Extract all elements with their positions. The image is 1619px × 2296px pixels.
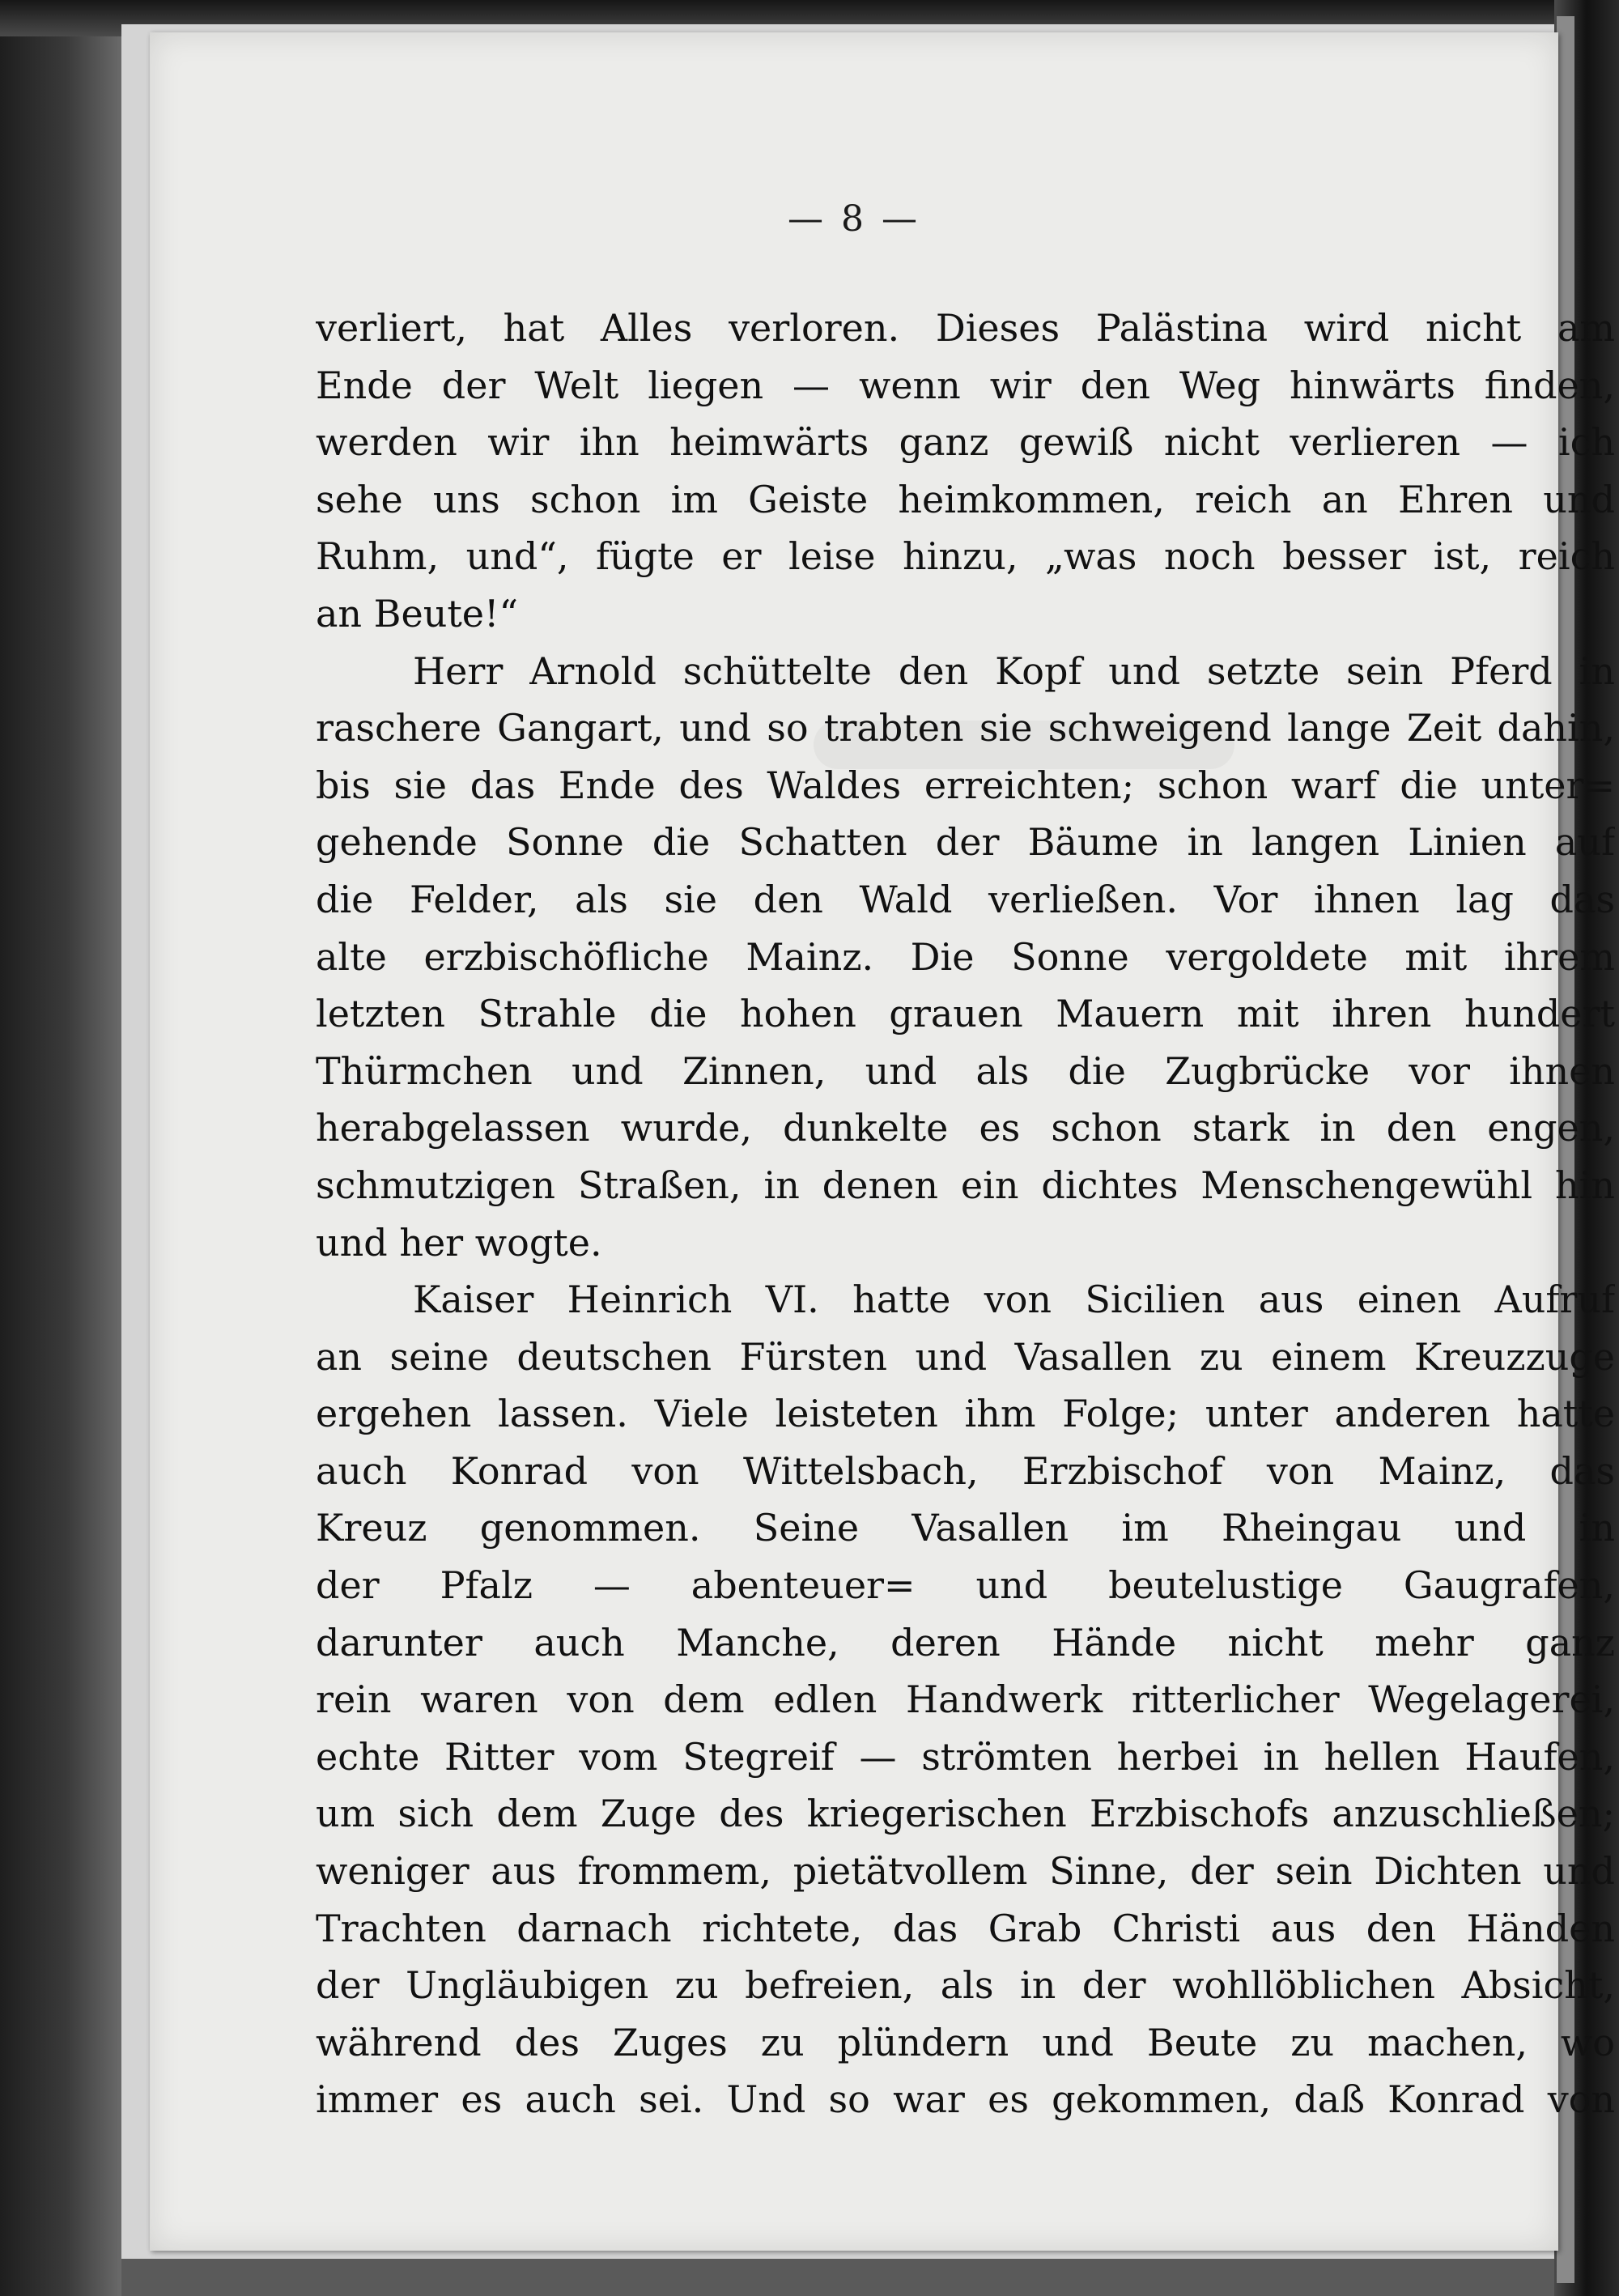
text-line: immer es auch sei. Und so war es gekommen, daß Konrad von [316, 2077, 1615, 2122]
text-line: gehende Sonne die Schatten der Bäume in langen Linien auf [316, 820, 1615, 865]
text-line: weniger aus frommem, pietätvollem Sinne, der sein Dichten und [316, 1849, 1615, 1894]
text-line: bis sie das Ende des Waldes erreichten; schon warf die unter= [316, 763, 1615, 807]
text-line: alte erzbischöfliche Mainz. Die Sonne vergoldete mit ihrem [316, 934, 1615, 979]
text-line: herabgelassen wurde, dunkelte es schon stark in den engen, [316, 1106, 1615, 1150]
text-line: darunter auch Manche, deren Hände nicht mehr ganz [316, 1620, 1615, 1665]
text-line: echte Ritter vom Stegreif — strömten herbei in hellen Haufen, [316, 1734, 1615, 1779]
text-line: werden wir ihn heimwärts ganz gewiß nicht verlieren — ich [316, 420, 1615, 465]
text-line: Kreuz genommen. Seine Vasallen im Rheingau und in [316, 1506, 1615, 1550]
text-line: Ruhm, und“, fügte er leise hinzu, „was noch besser ist, reich [316, 534, 1615, 579]
book-page [150, 32, 1615, 2251]
text-line: sehe uns schon im Geiste heimkommen, reich an Ehren und [316, 477, 1615, 521]
text-line: Herr Arnold schüttelte den Kopf und setzte sein Pferd in [413, 648, 1615, 693]
text-line: verliert, hat Alles verloren. Dieses Palästina wird nicht am [316, 306, 1615, 350]
text-line: letzten Strahle die hohen grauen Mauern mit ihren hundert [316, 992, 1615, 1036]
text-line: an seine deutschen Fürsten und Vasallen zu einem Kreuzzuge [316, 1334, 1615, 1379]
body-text [316, 300, 1615, 2128]
text-line: schmutzigen Straßen, in denen ein dichtes Menschengewühl hin [316, 1163, 1615, 1207]
text-line: während des Zuges zu plündern und Beute zu machen, wo [316, 2020, 1615, 2064]
text-line: rein waren von dem edlen Handwerk ritterlicher Wegelagerei, [316, 1677, 1615, 1722]
text-line: ergehen lassen. Viele leisteten ihm Folge; unter anderen hatte [316, 1392, 1615, 1436]
text-line: Kaiser Heinrich VI. hatte von Sicilien aus einen Aufruf [413, 1278, 1615, 1322]
text-line: die Felder, als sie den Wald verließen. Vor ihnen lag das [316, 877, 1615, 921]
text-line: der Pfalz — abenteuer= und beutelustige Gaugrafen, [316, 1563, 1615, 1608]
scan-border-left [0, 0, 121, 2296]
text-line: Ende der Welt liegen — wenn wir den Weg hinwärts finden, [316, 363, 1615, 407]
text-line: um sich dem Zuge des kriegerischen Erzbischofs anzuschließen; [316, 1792, 1615, 1836]
text-line: raschere Gangart, und so trabten sie schweigend lange Zeit dahin, [316, 706, 1615, 750]
page-number: — 8 — [788, 198, 920, 240]
text-line: und her wogte. [316, 1220, 602, 1265]
text-line: Thürmchen und Zinnen, und als die Zugbrücke vor ihnen [316, 1048, 1615, 1093]
text-line: der Ungläubigen zu befreien, als in der wohllöblichen Absicht, [316, 1963, 1615, 2008]
text-line: an Beute!“ [316, 591, 519, 636]
text-line: auch Konrad von Wittelsbach, Erzbischof von Mainz, das [316, 1448, 1615, 1493]
text-line: Trachten darnach richtete, das Grab Christi aus den Händen [316, 1906, 1615, 1950]
